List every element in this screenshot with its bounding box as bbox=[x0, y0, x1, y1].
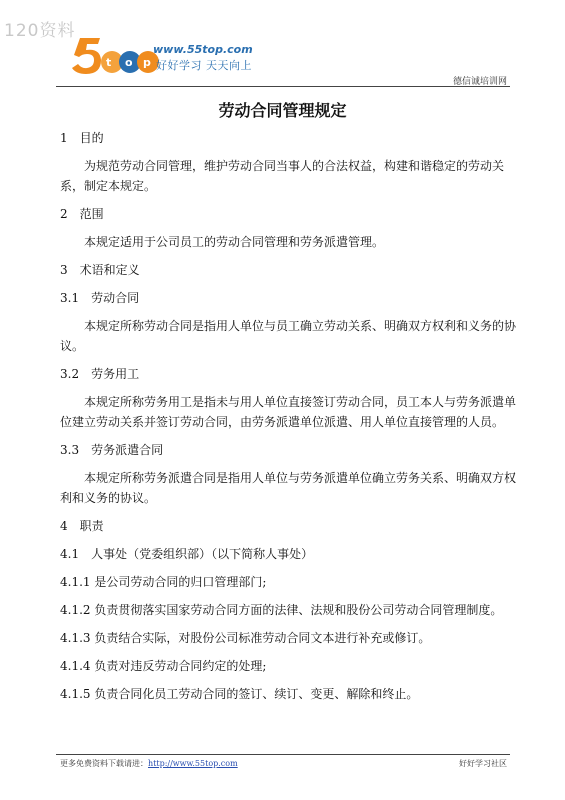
header-divider bbox=[56, 86, 510, 87]
section-heading: 2 范围 bbox=[60, 207, 104, 221]
spacer bbox=[60, 592, 516, 600]
svg-text:t: t bbox=[106, 56, 112, 69]
section-paragraph: 本规定所称劳务用工是指未与用人单位直接签订劳动合同，员工本人与劳务派遣单位建立劳动关系并签订劳动合同，由劳务派遣单位派遣、用人单位直接管理的人员。 bbox=[60, 395, 517, 429]
footer-divider bbox=[56, 754, 510, 755]
document-title: 劳动合同管理规定 bbox=[218, 101, 347, 120]
clause-item: 4.1.5 负责合同化员工劳动合同的签订、续订、变更、解除和终止。 bbox=[60, 687, 419, 701]
logo-url: www.55top.com bbox=[153, 43, 253, 56]
section-paragraph: 本规定所称劳务派遣合同是指用人单位与劳务派遣单位确立劳务关系、明确双方权利和义务的协议。 bbox=[60, 471, 517, 505]
footer-download-note bbox=[60, 758, 238, 769]
spacer bbox=[60, 648, 516, 656]
subsection-heading: 3.3 劳务派遣合同 bbox=[60, 443, 164, 457]
spacer bbox=[60, 620, 516, 628]
spacer bbox=[60, 536, 516, 544]
footer-link[interactable]: http://www.55top.com bbox=[148, 759, 238, 768]
spacer bbox=[60, 508, 516, 516]
clause-item: 4.1.2 负责贯彻落实国家劳动合同方面的法律、法规和股份公司劳动合同管理制度。 bbox=[60, 603, 503, 617]
spacer bbox=[60, 460, 516, 468]
section-paragraph: 本规定适用于公司员工的劳动合同管理和劳务派遣管理。 bbox=[84, 235, 385, 249]
watermark-text: 120资料 bbox=[4, 21, 76, 41]
subsection-heading: 4.1 人事处（党委组织部）（以下简称人事处） bbox=[60, 547, 314, 561]
spacer bbox=[60, 196, 516, 204]
spacer bbox=[60, 356, 516, 364]
section-heading: 1 目的 bbox=[60, 131, 104, 145]
section-heading: 4 职责 bbox=[60, 519, 104, 533]
logo-slogan: 好好学习 天天向上 bbox=[156, 59, 252, 72]
subsection-heading: 3.1 劳动合同 bbox=[60, 291, 140, 305]
logo-graphic-icon bbox=[70, 32, 160, 80]
spacer bbox=[60, 308, 516, 316]
spacer bbox=[60, 432, 516, 440]
spacer bbox=[60, 280, 516, 288]
spacer bbox=[60, 224, 516, 232]
clause-item: 4.1.1 是公司劳动合同的归口管理部门; bbox=[60, 575, 267, 589]
section-heading: 3 术语和定义 bbox=[60, 263, 140, 277]
spacer bbox=[60, 384, 516, 392]
spacer bbox=[60, 676, 516, 684]
section-paragraph: 为规范劳动合同管理，维护劳动合同当事人的合法权益，构建和谐稳定的劳动关系，制定本规定。 bbox=[60, 159, 505, 193]
clause-item: 4.1.3 负责结合实际，对股份公司标准劳动合同文本进行补充或修订。 bbox=[60, 631, 431, 645]
subsection-heading: 3.2 劳务用工 bbox=[60, 367, 140, 381]
spacer bbox=[60, 252, 516, 260]
header-site-name: 德信诚培训网 bbox=[452, 77, 507, 87]
spacer bbox=[60, 148, 516, 156]
svg-text:p: p bbox=[143, 56, 151, 69]
spacer bbox=[60, 564, 516, 572]
clause-item: 4.1.4 负责对违反劳动合同约定的处理; bbox=[60, 659, 267, 673]
footer-community: 好好学习社区 bbox=[459, 759, 507, 768]
document-body bbox=[60, 128, 516, 704]
site-logo[interactable] bbox=[70, 32, 290, 80]
footer-prefix: 更多免费资料下载请进： bbox=[60, 759, 148, 768]
section-paragraph: 本规定所称劳动合同是指用人单位与员工确立劳动关系、明确双方权利和义务的协议。 bbox=[60, 319, 517, 353]
svg-text:o: o bbox=[125, 56, 133, 69]
